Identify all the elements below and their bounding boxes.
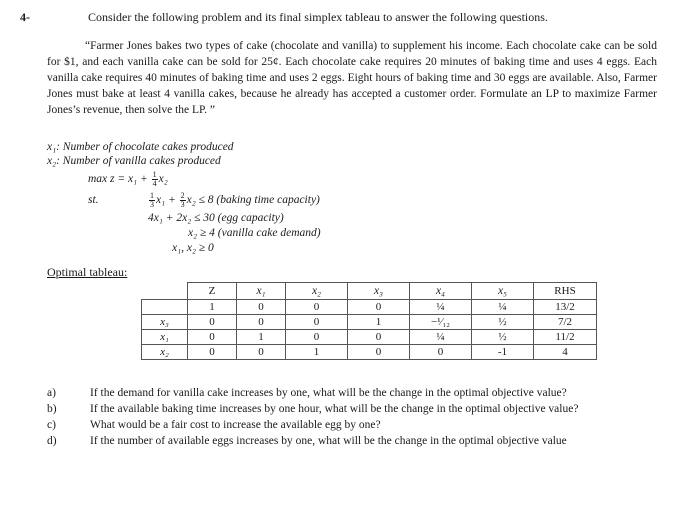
table-cell: 0 (237, 345, 286, 360)
objective-fraction (152, 171, 158, 188)
question-c-letter: c) (47, 419, 56, 431)
variable-definition-x2: x₂: Number of vanilla cakes produced (47, 155, 221, 167)
table-cell: 11/2 (534, 330, 597, 345)
table-cell: 0 (286, 315, 348, 330)
question-b-text: If the available baking time increases by one hour, what will be the change in the optimal objective value? (90, 403, 579, 415)
c1-fraction-1 (149, 192, 155, 209)
table-cell: 1 (237, 330, 286, 345)
table-cell: 7/2 (534, 315, 597, 330)
c1-tail: x₂ ≤ 8 (baking time capacity) (186, 194, 320, 207)
table-cell: 13/2 (534, 300, 597, 315)
objective-function (88, 171, 168, 188)
objective-expr-b: x₂ (158, 173, 168, 186)
fraction-denominator: 3 (180, 200, 185, 209)
table-row-x1 (142, 330, 597, 345)
header-x2: x₂ (286, 283, 348, 300)
table-cell: ½ (472, 315, 534, 330)
constraint-baking-time (148, 192, 320, 209)
basis-cell (142, 300, 188, 315)
fraction-denominator: 4 (152, 179, 157, 188)
table-cell: 1 (188, 300, 237, 315)
table-row-x2 (142, 345, 597, 360)
constraint-vanilla-demand: x₂ ≥ 4 (vanilla cake demand) (188, 227, 321, 239)
table-cell-empty (142, 283, 188, 300)
header-x3: x₃ (348, 283, 410, 300)
question-b-letter: b) (47, 403, 57, 415)
table-cell: 0 (286, 330, 348, 345)
variable-definition-x1: x₁: Number of chocolate cakes produced (47, 141, 234, 153)
basis-cell: x₂ (142, 345, 188, 360)
table-cell: 0 (188, 315, 237, 330)
table-cell: 1 (286, 345, 348, 360)
tableau-header-row (142, 283, 597, 300)
c1-fraction-2 (180, 192, 186, 209)
question-d-letter: d) (47, 435, 57, 447)
table-cell: 0 (348, 345, 410, 360)
problem-heading: Consider the following problem and its final simplex tableau to answer the following questions. (88, 10, 548, 24)
table-cell: 0 (188, 330, 237, 345)
table-cell: 0 (286, 300, 348, 315)
header-z: Z (188, 283, 237, 300)
objective-label: max z = (88, 173, 126, 186)
simplex-tableau (141, 282, 597, 360)
constraint-nonnegativity: x₁, x₂ ≥ 0 (172, 242, 214, 254)
objective-expr-a: x₁ + (128, 173, 148, 186)
table-cell: 1 (348, 315, 410, 330)
question-d-text: If the number of available eggs increases by one, what will be the change in the optimal objective value (90, 435, 567, 447)
table-cell: 4 (534, 345, 597, 360)
problem-number: 4- (20, 10, 30, 24)
table-row-x3 (142, 315, 597, 330)
question-a-letter: a) (47, 387, 56, 399)
header-x4: x₄ (410, 283, 472, 300)
header-rhs: RHS (534, 283, 597, 300)
table-cell: ½ (472, 330, 534, 345)
header-x5: x₅ (472, 283, 534, 300)
table-row-z (142, 300, 597, 315)
basis-cell: x₁ (142, 330, 188, 345)
table-cell: 0 (410, 345, 472, 360)
fraction-denominator: 3 (150, 200, 154, 209)
table-cell: 0 (348, 300, 410, 315)
table-cell: -1 (472, 345, 534, 360)
header-x1: x₁ (237, 283, 286, 300)
question-a-text: If the demand for vanilla cake increases by one, what will be the change in the optimal objective value? (90, 387, 567, 399)
table-cell: 0 (237, 315, 286, 330)
c1-mid: x₁ + (156, 194, 176, 207)
table-cell: 0 (237, 300, 286, 315)
table-cell: ¼ (410, 300, 472, 315)
st-label: st. (88, 194, 99, 206)
optimal-tableau-label: Optimal tableau: (47, 265, 128, 279)
constraint-egg-capacity: 4x₁ + 2x₂ ≤ 30 (egg capacity) (148, 212, 284, 224)
basis-cell: x₃ (142, 315, 188, 330)
question-c-text: What would be a fair cost to increase the available egg by one? (90, 419, 381, 431)
fraction-numerator: 1 (152, 170, 157, 179)
table-cell: −¹⁄₁₂ (410, 315, 472, 330)
table-cell: ¼ (410, 330, 472, 345)
fraction-numerator: 2 (180, 191, 185, 200)
fraction-numerator: 1 (150, 191, 154, 200)
table-cell: ¼ (472, 300, 534, 315)
table-cell: 0 (348, 330, 410, 345)
problem-paragraph: “Farmer Jones bakes two types of cake (chocolate and vanilla) to supplement his income. Each chocolate cake can be sold for $1, and each vanilla cake can be sold for 25¢. Each chocolate cake requires 20 minutes of baking time and uses 4 eggs. Each vanilla cake requires 40 minutes of baking time and uses 2 eggs. Eight hours of baking time and 30 eggs are available. Also, Farmer Jones must bake at least 4 vanilla cakes, because he already has accepted a customer order. Formulate an LP to maximize Farmer Jones’s revenue, then solve the LP. ” (47, 40, 657, 116)
table-cell: 0 (188, 345, 237, 360)
